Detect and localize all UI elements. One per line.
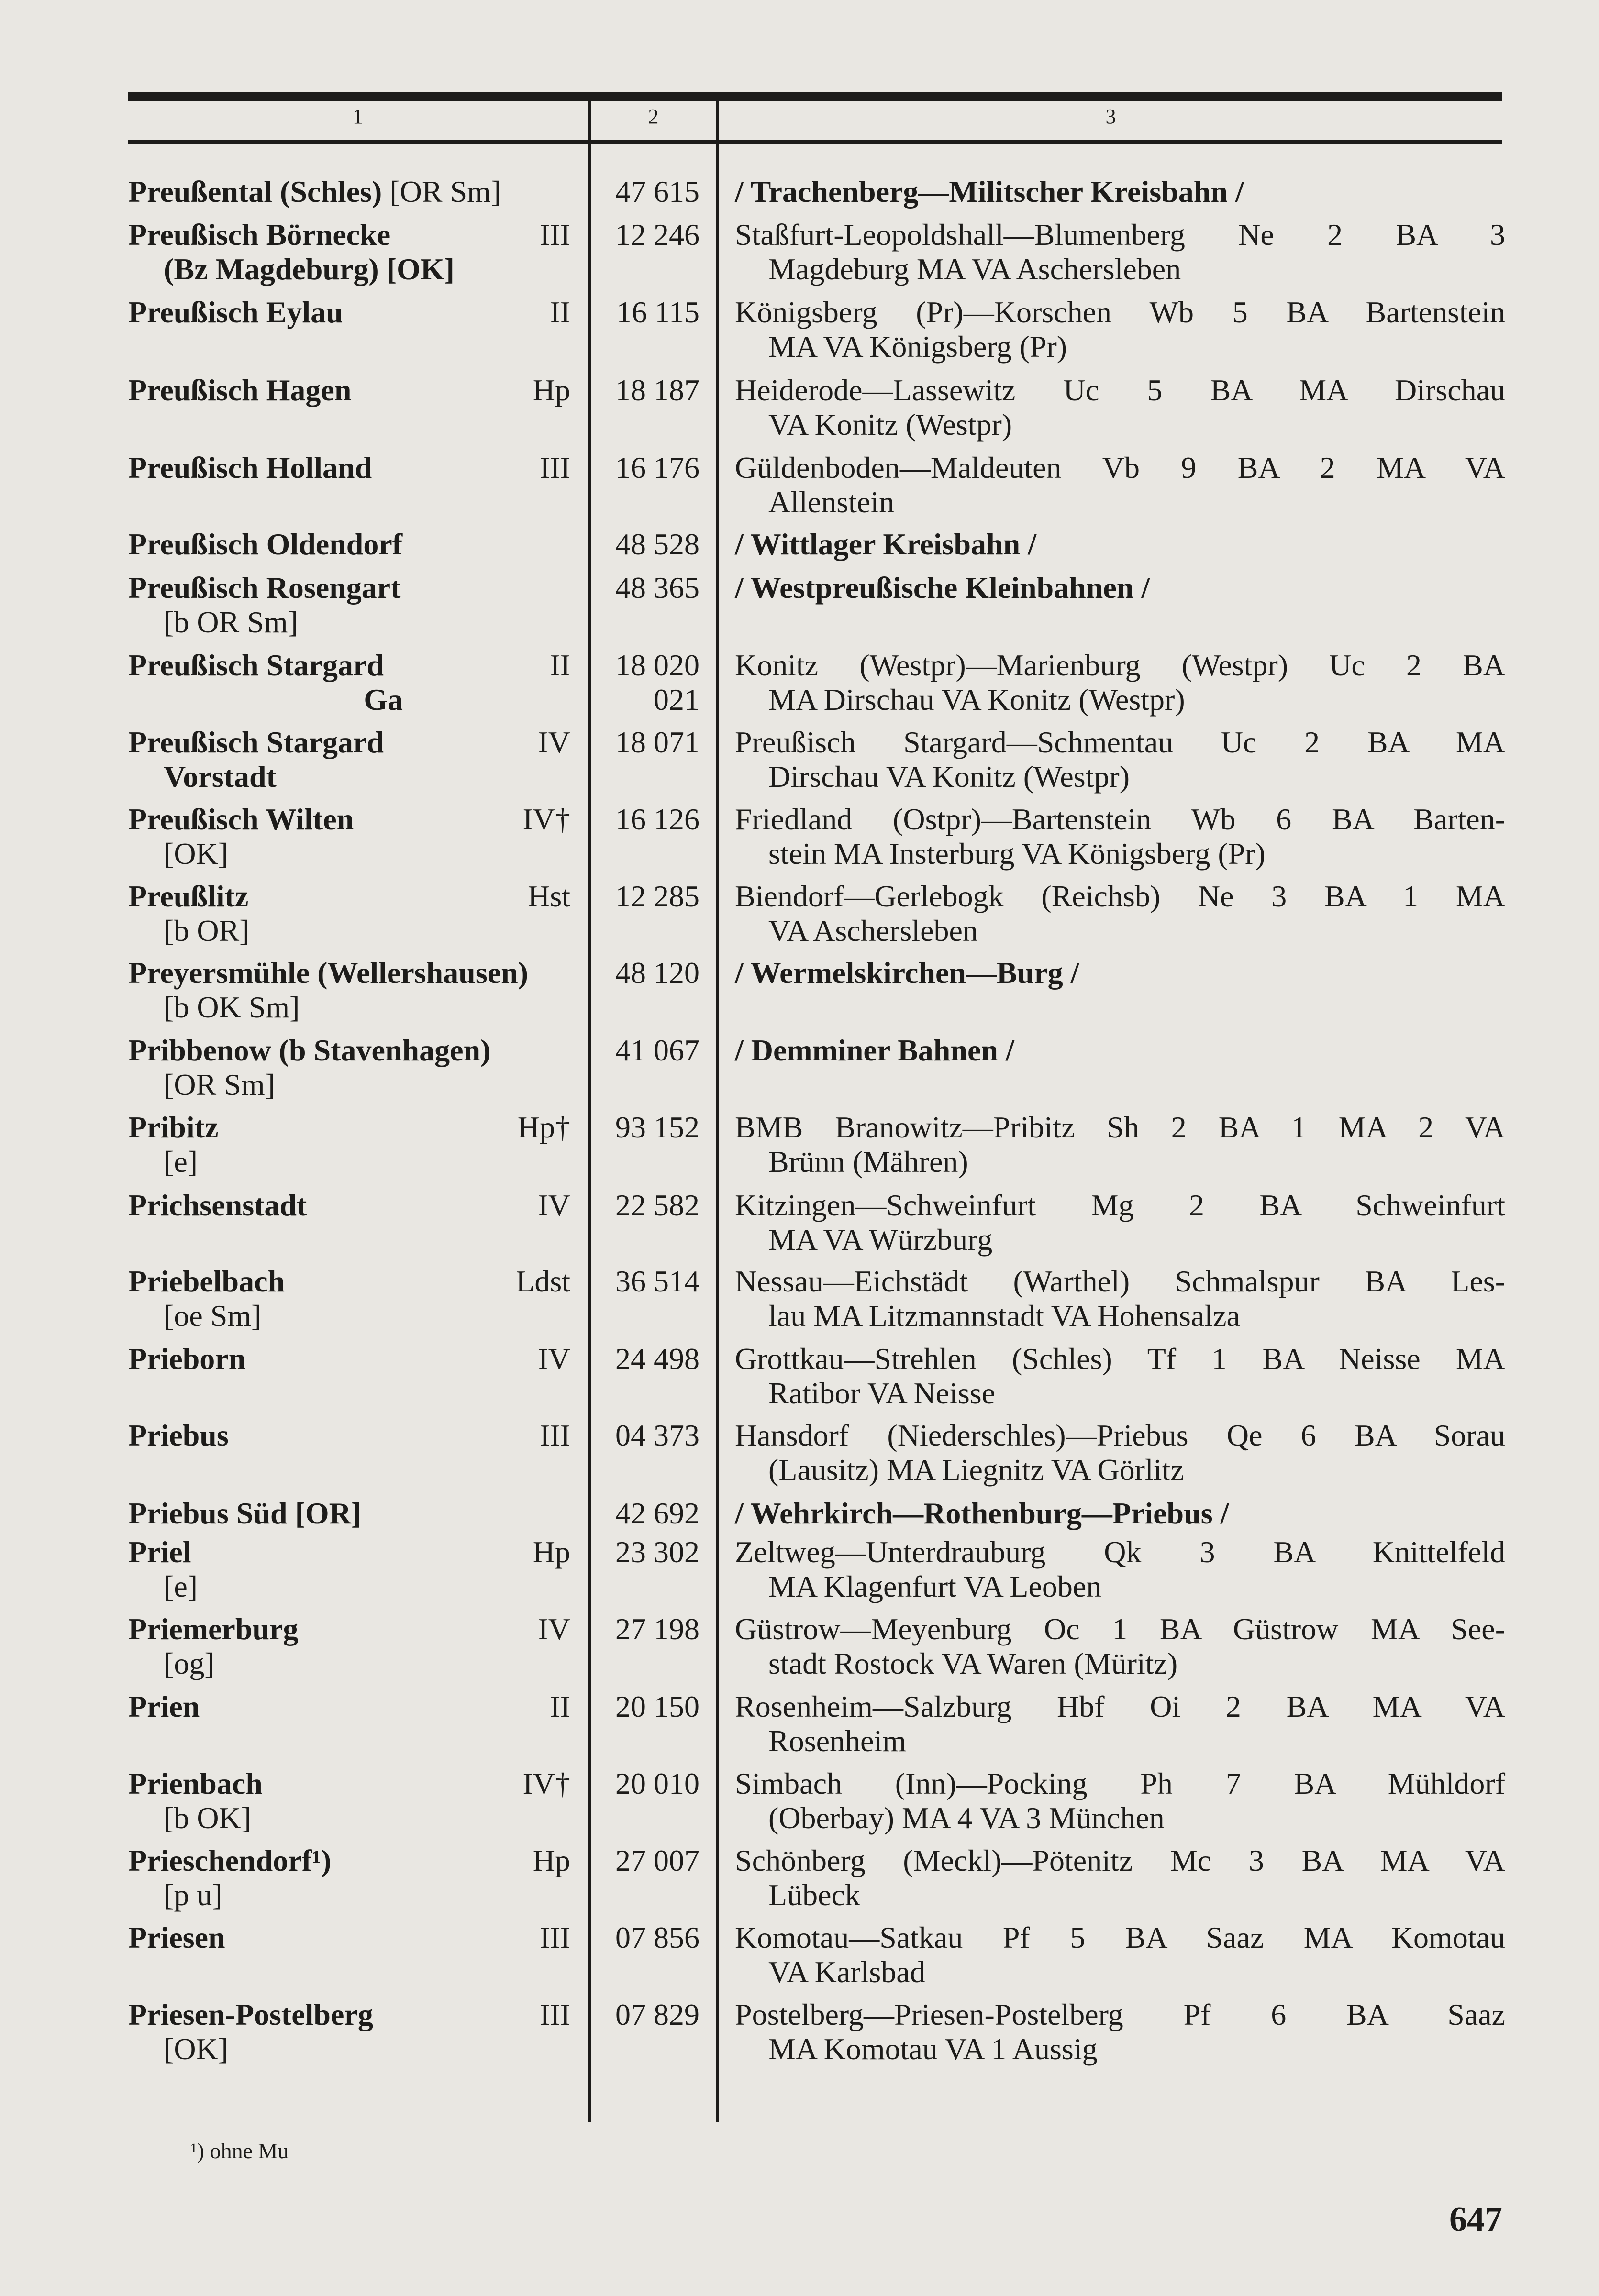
station-cell <box>128 373 570 408</box>
station-cell <box>128 956 570 1025</box>
station-cell <box>128 879 570 948</box>
station-class: IV <box>538 1612 570 1646</box>
route-line: Kitzingen—Schweinfurt Mg 2 BA Schweinfurt <box>735 1188 1505 1222</box>
station-name: Preußisch Stargard <box>128 725 384 759</box>
station-number: 36 514 <box>615 1264 700 1298</box>
footnote: ¹) ohne Mu <box>190 2139 289 2163</box>
station-class: Hp† <box>517 1110 570 1144</box>
route-cell <box>735 1033 1505 1068</box>
station-cell <box>128 1033 570 1102</box>
station-name: Preußisch Rosengart <box>128 571 401 605</box>
route-line: BMB Branowitz—Pribitz Sh 2 BA 1 MA 2 VA <box>735 1110 1505 1144</box>
route-line: / Wehrkirch—Rothenburg—Priebus / <box>735 1496 1229 1530</box>
route-cell <box>735 956 1505 990</box>
station-class: III <box>540 1998 570 2031</box>
station-name-continuation: [p u] <box>164 1878 222 1912</box>
station-cell <box>128 1110 570 1179</box>
station-number-cell <box>594 373 700 408</box>
route-cell <box>735 373 1505 442</box>
station-number: 27 198 <box>615 1612 700 1646</box>
column-divider-1 <box>588 96 591 2122</box>
station-number-cell <box>594 1766 700 1801</box>
route-cell <box>735 1689 1505 1758</box>
station-number: 07 829 <box>615 1998 700 2031</box>
route-cell <box>735 1612 1505 1681</box>
station-name: Preußisch Eylau <box>128 295 343 329</box>
station-name: Preußisch Oldendorf <box>128 527 403 561</box>
station-number: 18 071 <box>615 725 700 759</box>
station-number: 24 498 <box>615 1342 700 1376</box>
station-cell <box>128 1496 570 1531</box>
station-number-cell <box>594 1998 700 2032</box>
station-name: Preußisch Stargard <box>128 648 384 682</box>
station-number: 16 115 <box>616 295 700 329</box>
station-name: Priebelbach <box>128 1264 285 1298</box>
station-number-cell <box>594 527 700 562</box>
route-line-continuation: VA Karlsbad <box>768 1955 925 1989</box>
station-cell <box>128 1418 570 1453</box>
station-class: IV <box>538 725 570 759</box>
route-line-continuation: stein MA Insterburg VA Königsberg (Pr) <box>768 837 1266 871</box>
route-cell <box>735 879 1505 948</box>
station-cell <box>128 1843 570 1912</box>
station-name-continuation: [e] <box>164 1569 198 1603</box>
station-number-cell <box>594 1535 700 1569</box>
route-line-continuation: VA Konitz (Westpr) <box>768 408 1012 442</box>
route-line: Simbach (Inn)—Pocking Ph 7 BA Mühldorf <box>735 1766 1505 1800</box>
route-line-continuation: lau MA Litzmannstadt VA Hohensalza <box>768 1299 1240 1333</box>
station-name-continuation: [OK] <box>164 2032 229 2066</box>
route-line: Postelberg—Priesen-Postelberg Pf 6 BA Saaz <box>735 1998 1505 2031</box>
route-cell <box>735 1418 1505 1487</box>
station-name-continuation: Ga <box>364 683 403 717</box>
route-cell <box>735 1921 1505 1989</box>
station-cell <box>128 1612 570 1681</box>
station-name: Preußisch Wilten <box>128 802 354 836</box>
station-name: Pribitz <box>128 1110 219 1144</box>
station-cell <box>128 1921 570 1955</box>
station-number: 18 020 <box>615 648 700 682</box>
station-name: Prien <box>128 1689 200 1723</box>
station-number-cell <box>594 295 700 330</box>
station-class: Hp <box>533 373 570 407</box>
station-number-cell <box>594 1264 700 1299</box>
route-cell <box>735 295 1505 364</box>
station-name-continuation: Vorstadt <box>164 760 277 794</box>
route-line: Güstrow—Meyenburg Oc 1 BA Güstrow MA See- <box>735 1612 1505 1646</box>
route-line-continuation: (Oberbay) MA 4 VA 3 München <box>768 1801 1165 1835</box>
route-line-continuation: Dirschau VA Konitz (Westpr) <box>768 760 1130 794</box>
station-number: 23 302 <box>615 1535 700 1569</box>
station-class: III <box>540 1921 570 1954</box>
route-cell <box>735 1535 1505 1604</box>
route-line: Friedland (Ostpr)—Bartenstein Wb 6 BA Barten- <box>735 802 1505 836</box>
station-class: IV <box>538 1188 570 1222</box>
route-line: Hansdorf (Niederschles)—Priebus Qe 6 BA Sorau <box>735 1418 1505 1452</box>
column-divider-2 <box>716 96 719 2122</box>
station-class: II <box>550 1689 570 1723</box>
station-number: 16 176 <box>615 451 700 485</box>
station-number: 12 246 <box>615 218 700 252</box>
station-cell <box>128 218 570 287</box>
route-line-continuation: Brünn (Mähren) <box>768 1145 968 1179</box>
station-name: Priebus <box>128 1418 229 1452</box>
station-cell <box>128 1689 570 1724</box>
station-name: Priel <box>128 1535 191 1569</box>
station-name-continuation: [OK] <box>164 837 229 871</box>
station-cell <box>128 725 570 794</box>
route-line: Biendorf—Gerlebogk (Reichsb) Ne 3 BA 1 MA <box>735 879 1505 913</box>
station-class: III <box>540 451 570 485</box>
station-name-continuation: [OR Sm] <box>164 1068 275 1102</box>
station-name: Preußisch Holland <box>128 451 372 485</box>
station-name: Pribbenow (b Stavenhagen) <box>128 1033 491 1067</box>
station-number-cell <box>594 1843 700 1878</box>
station-number: 18 187 <box>615 373 700 407</box>
route-line: Zeltweg—Unterdrauburg Qk 3 BA Knittelfeld <box>735 1535 1505 1569</box>
station-name-continuation: [b OK Sm] <box>164 990 300 1024</box>
station-number-cell <box>594 1496 700 1531</box>
station-cell <box>128 1998 570 2066</box>
station-class: II <box>550 295 570 329</box>
route-line-continuation: MA Komotau VA 1 Aussig <box>768 2032 1098 2066</box>
station-number: 20 010 <box>615 1766 700 1800</box>
station-cell <box>128 527 570 562</box>
station-number-cell <box>594 1418 700 1453</box>
route-line-continuation: MA VA Königsberg (Pr) <box>768 330 1067 364</box>
station-number-cell <box>594 1342 700 1376</box>
station-number: 41 067 <box>615 1033 700 1067</box>
route-line: / Wermelskirchen—Burg / <box>735 956 1079 990</box>
route-cell <box>735 802 1505 871</box>
route-cell <box>735 648 1505 717</box>
route-line: Rosenheim—Salzburg Hbf Oi 2 BA MA VA <box>735 1689 1505 1723</box>
station-number: 27 007 <box>615 1843 700 1877</box>
station-class: Ldst <box>516 1264 570 1298</box>
station-name-continuation: [b OK] <box>164 1801 252 1835</box>
column-header-3: 3 <box>1105 105 1116 128</box>
station-number: 42 692 <box>615 1496 700 1530</box>
route-line-continuation: MA Klagenfurt VA Leoben <box>768 1569 1102 1603</box>
station-name-continuation: [b OR] <box>164 914 250 948</box>
station-name: Preußisch Hagen <box>128 373 352 407</box>
route-line-continuation: Rosenheim <box>768 1724 906 1758</box>
route-line: / Westpreußische Kleinbahnen / <box>735 571 1150 605</box>
route-line: Komotau—Satkau Pf 5 BA Saaz MA Komotau <box>735 1921 1505 1954</box>
station-cell <box>128 802 570 871</box>
route-cell <box>735 218 1505 287</box>
route-cell <box>735 1342 1505 1411</box>
station-name-suffix: [OR Sm] <box>382 175 501 209</box>
station-name-continuation: [b OR Sm] <box>164 605 298 639</box>
route-cell <box>735 1110 1505 1179</box>
route-line-continuation: Allenstein <box>768 485 895 519</box>
route-cell <box>735 1496 1505 1531</box>
station-name: Priemerburg <box>128 1612 299 1646</box>
station-name: Prichsenstadt <box>128 1188 307 1222</box>
route-line: / Trachenberg—Militscher Kreisbahn / <box>735 175 1244 209</box>
station-name: Preußlitz <box>128 879 249 913</box>
route-cell <box>735 725 1505 794</box>
route-line-continuation: Lübeck <box>768 1878 860 1912</box>
route-line-continuation: MA VA Würzburg <box>768 1223 993 1257</box>
station-number: 48 528 <box>615 527 700 561</box>
station-name: Preyersmühle (Wellershausen) <box>128 956 529 990</box>
route-cell <box>735 571 1505 605</box>
route-cell <box>735 1843 1505 1912</box>
route-cell <box>735 1998 1505 2066</box>
station-number-cell <box>594 1689 700 1724</box>
page-number: 647 <box>1449 2200 1502 2239</box>
station-number-cell <box>594 725 700 760</box>
route-line: Schönberg (Meckl)—Pötenitz Mc 3 BA MA VA <box>735 1843 1505 1877</box>
station-number-cell <box>594 1188 700 1223</box>
route-line: Preußisch Stargard—Schmentau Uc 2 BA MA <box>735 725 1505 759</box>
station-number-cell <box>594 956 700 990</box>
station-name: Prienbach <box>128 1766 263 1800</box>
route-line-continuation: stadt Rostock VA Waren (Müritz) <box>768 1646 1178 1680</box>
route-line: Konitz (Westpr)—Marienburg (Westpr) Uc 2 BA <box>735 648 1505 682</box>
station-class: IV <box>538 1342 570 1376</box>
station-number: 48 365 <box>615 571 700 605</box>
station-number-cell <box>594 1033 700 1068</box>
station-number: 12 285 <box>615 879 700 913</box>
station-number: 22 582 <box>615 1188 700 1222</box>
route-line: Nessau—Eichstädt (Warthel) Schmalspur BA Les- <box>735 1264 1505 1298</box>
route-line: Güldenboden—Maldeuten Vb 9 BA 2 MA VA <box>735 451 1505 485</box>
station-name: Prieborn <box>128 1342 246 1376</box>
route-line: Staßfurt-Leopoldshall—Blumenberg Ne 2 BA 3 <box>735 218 1505 252</box>
station-class: III <box>540 218 570 252</box>
station-number: 48 120 <box>615 956 700 990</box>
station-number-cell <box>594 879 700 914</box>
station-name: Priebus Süd [OR] <box>128 1496 362 1530</box>
station-number-cell <box>594 175 700 209</box>
route-line-continuation: Magdeburg MA VA Aschersleben <box>768 252 1181 286</box>
station-number-extra: 021 <box>654 683 700 717</box>
station-name-continuation: [og] <box>164 1646 215 1680</box>
station-number: 16 126 <box>615 802 700 836</box>
station-class: III <box>540 1418 570 1452</box>
station-class: II <box>550 648 570 682</box>
route-cell <box>735 1264 1505 1333</box>
header-bottom-rule <box>128 140 1502 144</box>
station-cell <box>128 1188 570 1223</box>
station-number-cell <box>594 451 700 485</box>
route-line-continuation: MA Dirschau VA Konitz (Westpr) <box>768 683 1185 717</box>
station-number-cell <box>594 1921 700 1955</box>
route-line-continuation: Ratibor VA Neisse <box>768 1376 996 1410</box>
route-line-continuation: VA Aschersleben <box>768 914 978 948</box>
route-line: / Demminer Bahnen / <box>735 1033 1014 1067</box>
station-cell <box>128 648 570 717</box>
route-line: Heiderode—Lassewitz Uc 5 BA MA Dirschau <box>735 373 1505 407</box>
station-number-cell <box>594 218 700 252</box>
station-name-continuation: (Bz Magdeburg) [OK] <box>164 252 455 286</box>
station-cell <box>128 295 570 330</box>
route-cell <box>735 1766 1505 1835</box>
station-number-cell <box>594 571 700 605</box>
station-number: 20 150 <box>615 1689 700 1723</box>
station-class: IV† <box>522 1766 570 1800</box>
station-name: Preußisch Börnecke <box>128 218 391 252</box>
station-class: IV† <box>522 802 570 836</box>
station-class: Hst <box>528 879 570 913</box>
station-name: Priesen-Postelberg <box>128 1998 373 2031</box>
station-number-cell <box>594 1612 700 1646</box>
station-cell <box>128 1264 570 1333</box>
route-cell <box>735 175 1505 209</box>
station-cell <box>128 571 570 640</box>
station-class: Hp <box>533 1843 570 1877</box>
station-number-cell <box>594 648 700 717</box>
route-cell <box>735 1188 1505 1257</box>
route-line: / Wittlager Kreisbahn / <box>735 527 1036 561</box>
route-line: Grottkau—Strehlen (Schles) Tf 1 BA Neisse MA <box>735 1342 1505 1376</box>
column-header-1: 1 <box>353 105 363 128</box>
station-number-cell <box>594 802 700 837</box>
station-name: Priesen <box>128 1921 225 1954</box>
route-cell <box>735 527 1505 562</box>
station-name: Preußental (Schles) <box>128 175 382 209</box>
station-name-continuation: [oe Sm] <box>164 1299 262 1333</box>
station-number: 04 373 <box>615 1418 700 1452</box>
station-name: Prieschendorf¹) <box>128 1843 332 1877</box>
station-cell <box>128 1342 570 1376</box>
station-cell <box>128 1766 570 1835</box>
route-cell <box>735 451 1505 519</box>
column-header-2: 2 <box>648 105 659 128</box>
station-cell <box>128 175 570 209</box>
station-cell <box>128 1535 570 1604</box>
station-name-continuation: [e] <box>164 1145 198 1179</box>
station-class: Hp <box>533 1535 570 1569</box>
station-cell <box>128 451 570 485</box>
station-number: 93 152 <box>615 1110 700 1144</box>
station-number: 07 856 <box>615 1921 700 1954</box>
route-line-continuation: (Lausitz) MA Liegnitz VA Görlitz <box>768 1453 1184 1487</box>
station-number: 47 615 <box>615 175 700 209</box>
station-number-cell <box>594 1110 700 1145</box>
header-top-rule <box>128 92 1502 101</box>
route-line: Königsberg (Pr)—Korschen Wb 5 BA Bartenstein <box>735 295 1505 329</box>
